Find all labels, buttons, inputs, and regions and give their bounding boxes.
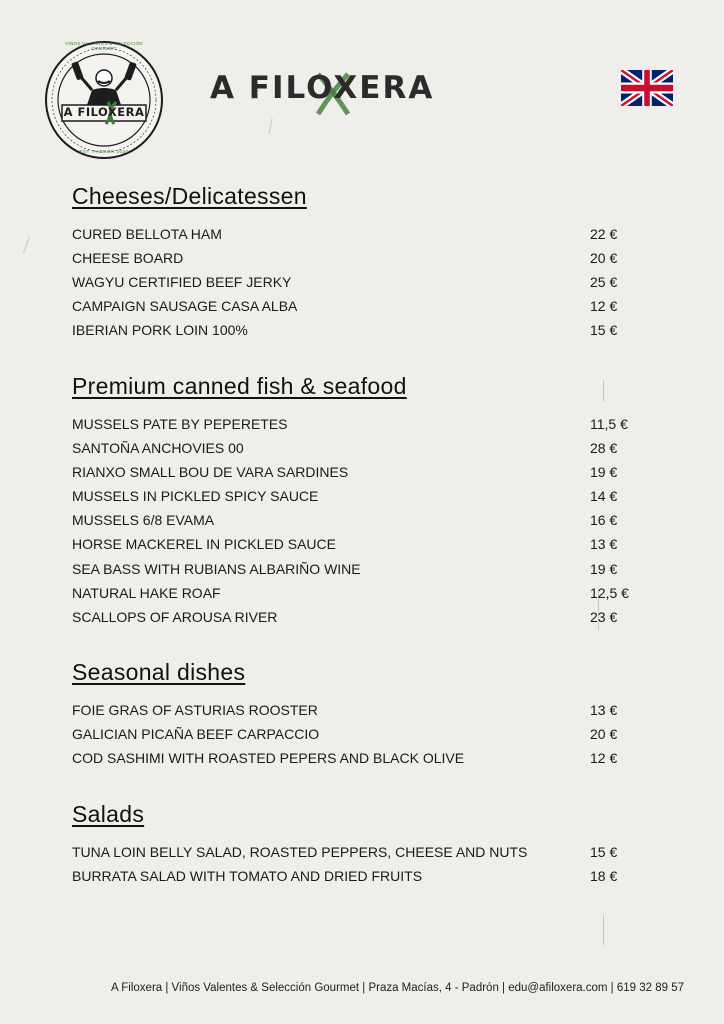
menu-section-salads bbox=[72, 801, 652, 888]
menu-item bbox=[72, 746, 652, 770]
menu-item-price: 11,5 € bbox=[590, 416, 628, 432]
menu-item-name: CHEESE BOARD bbox=[72, 250, 184, 267]
menu-section-seasonal bbox=[72, 659, 652, 770]
menu-item bbox=[72, 294, 652, 318]
menu-item-name: MUSSELS IN PICKLED SPICY SAUCE bbox=[72, 488, 319, 505]
menu-item-price: 12 € bbox=[590, 750, 618, 767]
section-title: Premium canned fish & seafood bbox=[72, 373, 407, 399]
menu-item-name: GALICIAN PICAÑA BEEF CARPACCIO bbox=[72, 726, 320, 743]
menu-item-price: 25 € bbox=[590, 274, 618, 291]
section-title: Seasonal dishes bbox=[72, 659, 246, 685]
logo-emblem-icon bbox=[44, 40, 164, 160]
menu-item bbox=[72, 532, 652, 556]
brand-wordmark bbox=[210, 70, 434, 120]
menu-section-canned-fish bbox=[72, 373, 652, 629]
menu-item-price: 12,5 € bbox=[590, 584, 629, 601]
menu-item bbox=[72, 722, 652, 746]
menu-item-name: CURED BELLOTA HAM bbox=[72, 226, 222, 242]
brand-logo-badge bbox=[44, 40, 164, 160]
menu-item-name: NATURAL HAKE ROAF bbox=[72, 584, 221, 601]
menu-section-cheeses bbox=[72, 183, 652, 342]
logo-bottom-text: EST. PADRÓN 2020 bbox=[79, 149, 129, 154]
menu-item bbox=[72, 581, 652, 605]
menu-item-name: TUNA LOIN BELLY SALAD, ROASTED PEPPERS, CHEESE AND NUTS bbox=[72, 844, 528, 860]
menu-item-price: 13 € bbox=[590, 536, 618, 553]
menu-item-price: 15 € bbox=[590, 322, 618, 339]
menu-item-price: 18 € bbox=[590, 868, 618, 885]
brand-name: A FILOXERA bbox=[210, 70, 435, 106]
menu-item bbox=[72, 412, 652, 436]
menu-item-name: BURRATA SALAD WITH TOMATO AND DRIED FRUITS bbox=[72, 868, 423, 885]
page-footer bbox=[0, 982, 724, 994]
logo-center-text: A FILOXERA bbox=[63, 105, 145, 119]
menu-item-name: WAGYU CERTIFIED BEEF JERKY bbox=[72, 274, 292, 291]
menu-item bbox=[72, 605, 652, 629]
menu-item-price: 12 € bbox=[590, 298, 618, 315]
paper-texture-mark bbox=[603, 915, 604, 945]
menu-item-price: 28 € bbox=[590, 440, 618, 457]
menu-item-price: 20 € bbox=[590, 250, 618, 267]
menu-item bbox=[72, 508, 652, 532]
menu-item bbox=[72, 318, 652, 342]
menu-item bbox=[72, 698, 652, 722]
menu-item bbox=[72, 246, 652, 270]
menu-item-name: RIANXO SMALL BOU DE VARA SARDINES bbox=[72, 464, 349, 481]
menu-item-list bbox=[72, 222, 652, 342]
menu-item-price: 22 € bbox=[590, 226, 618, 242]
paper-texture-mark bbox=[23, 236, 30, 253]
menu-item-price: 19 € bbox=[590, 464, 618, 481]
menu-item-price: 23 € bbox=[590, 608, 618, 625]
menu-item bbox=[72, 460, 652, 484]
menu-item bbox=[72, 840, 652, 864]
menu-item-name: SANTOÑA ANCHOVIES 00 bbox=[72, 440, 244, 457]
menu-item-price: 15 € bbox=[590, 844, 618, 860]
logo-ring-text: VIÑOS VALENTES & SELECCIÓN GOURMET bbox=[65, 41, 143, 51]
section-title: Salads bbox=[72, 801, 145, 827]
menu-item-name: MUSSELS PATE BY PEPERETES bbox=[72, 416, 288, 432]
menu-item bbox=[72, 436, 652, 460]
menu-item bbox=[72, 557, 652, 581]
menu-item bbox=[72, 270, 652, 294]
menu-item-name: SCALLOPS OF AROUSA RIVER bbox=[72, 608, 278, 625]
menu-item bbox=[72, 484, 652, 508]
menu-item-price: 20 € bbox=[590, 726, 618, 743]
menu-item-price: 16 € bbox=[590, 512, 618, 529]
menu-item-name: MUSSELS 6/8 EVAMA bbox=[72, 512, 215, 529]
menu-item-price: 19 € bbox=[590, 560, 618, 577]
menu-item-name: IBERIAN PORK LOIN 100% bbox=[72, 322, 248, 339]
section-title: Cheeses/Delicatessen bbox=[72, 183, 307, 209]
menu-item bbox=[72, 222, 652, 246]
menu-item-price: 13 € bbox=[590, 702, 618, 718]
menu-item-list bbox=[72, 412, 652, 629]
menu-item-name: CAMPAIGN SAUSAGE CASA ALBA bbox=[72, 298, 298, 315]
menu-item bbox=[72, 864, 652, 888]
menu-item-price: 14 € bbox=[590, 488, 618, 505]
menu-item-name: COD SASHIMI WITH ROASTED PEPERS AND BLACK OLIVE bbox=[72, 750, 465, 767]
menu-item-list bbox=[72, 698, 652, 770]
menu-item-name: HORSE MACKEREL IN PICKLED SAUCE bbox=[72, 536, 336, 553]
paper-texture-mark bbox=[268, 118, 272, 134]
menu-item-list bbox=[72, 840, 652, 888]
menu-item-name: SEA BASS WITH RUBIANS ALBARIÑO WINE bbox=[72, 560, 361, 577]
menu-item-name: FOIE GRAS OF ASTURIAS ROOSTER bbox=[72, 702, 318, 718]
uk-flag-icon[interactable] bbox=[621, 70, 673, 106]
footer-contact-text: A Filoxera | Viños Valentes & Selección Gourmet | Praza Macías, 4 - Padrón | edu@afiloxera.com | 619 32 89 57 bbox=[111, 982, 684, 994]
